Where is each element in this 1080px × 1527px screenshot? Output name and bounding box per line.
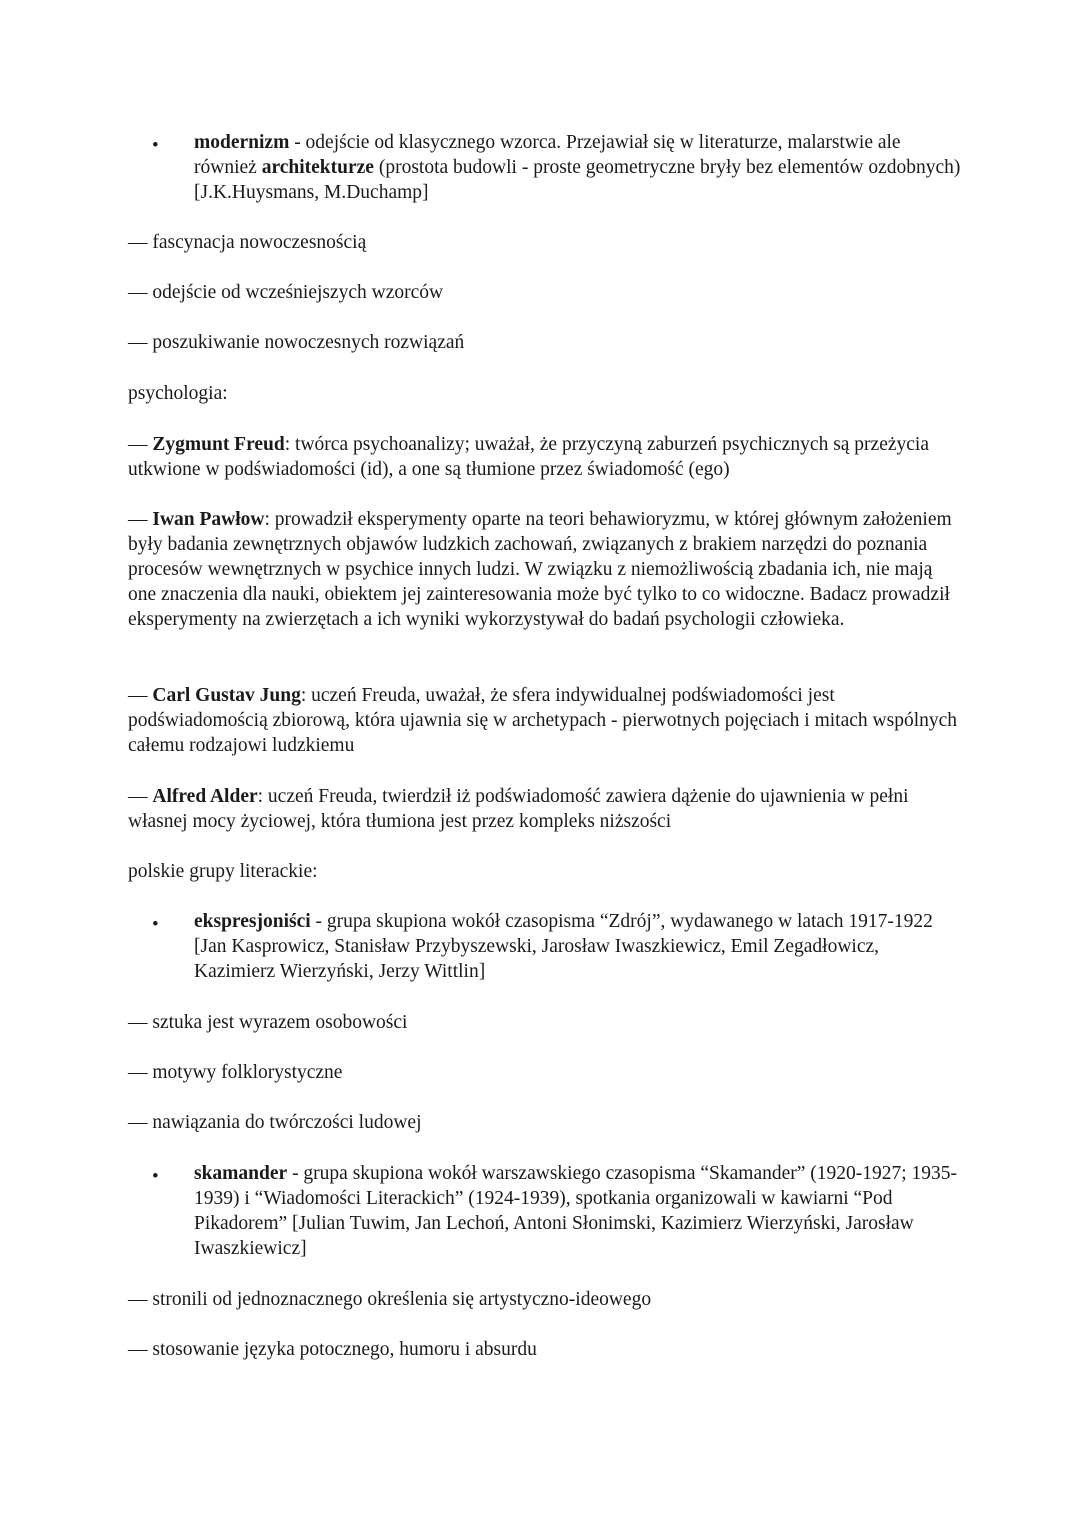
modernizm-feature: — fascynacja nowoczesnością <box>128 232 367 253</box>
modernizm-text-2: (prostota budowli - proste geometryczne bryły bez elementów ozdobnych) [J.K.Huysmans, M.Duchamp] <box>194 157 961 203</box>
groups-heading: polskie grupy literackie: <box>128 861 318 882</box>
modernizm-text-1: - odejście od klasycznego wzorca. Przejawiał się w literaturze, malarstwie ale również <box>194 132 901 178</box>
term-skamander: skamander <box>194 1163 288 1184</box>
psychologist-name: Alfred Alder <box>152 786 258 807</box>
bullet-icon: • <box>152 914 159 935</box>
ekspresjonisci-paragraph <box>194 909 964 984</box>
psychologist-description: : twórca psychoanalizy; uważał, że przyczyną zaburzeń psychicznych są przeżycia utkwione w podświadomości (id), a one są tłumione przez świadomość (ego) <box>128 434 929 480</box>
skamander-feature: — stronili od jednoznacznego określenia się artystyczno-ideowego <box>128 1289 652 1310</box>
modernizm-paragraph <box>194 130 964 205</box>
skamander-feature: — stosowanie języka potocznego, humoru i absurdu <box>128 1339 537 1360</box>
bullet-icon: • <box>152 135 159 156</box>
psychologist-description: : prowadził eksperymenty oparte na teori behawioryzmu, w której głównym założeniem były badania zewnętrznych objawów ludzkich zachowań, związanych z brakiem narzędzi do poznania procesów wewnętrznych w psychice innych ludzi. W związku z niemożliwością zbadania ich, nie mają one znaczenia dla nauki, obiektem jej zainteresowania może być tylko to co widoczne. Badacz prowadził eksperymenty na zwierzętach a ich wyniki wykorzystywał do badań psychologii człowieka. <box>128 509 952 630</box>
dash: — <box>128 786 153 807</box>
dash: — <box>128 509 153 530</box>
ekspresjonisci-feature: — sztuka jest wyrazem osobowości <box>128 1012 408 1033</box>
psychologist-alder <box>128 784 958 834</box>
term-architekturze: architekturze <box>261 157 374 178</box>
term-ekspresjonisci: ekspresjoniści <box>194 911 311 932</box>
psychologist-freud <box>128 432 958 482</box>
psychologist-pawlow <box>128 507 958 632</box>
psychologist-jung <box>128 683 958 758</box>
psychologist-description: : uczeń Freuda, uważał, że sfera indywidualnej podświadomości jest podświadomością zbiorową, która ujawnia się w archetypach - pierwotnych pojęciach i mitach wspólnych całemu rodzajowi ludzkiemu <box>128 685 958 756</box>
skamander-text: - grupa skupiona wokół warszawskiego czasopisma “Skamander” (1920-1927; 1935-1939) i “Wiadomości Literackich” (1924-1939), spotkania organizowali w kawiarni “Pod Pikadorem” [Julian Tuwim, Jan Lechoń, Antoni Słonimski, Kazimierz Wierzyński, Jarosław Iwaszkiewicz] <box>194 1163 958 1259</box>
psychologist-name: Zygmunt Freud <box>152 434 285 455</box>
term-modernizm: modernizm <box>194 132 290 153</box>
modernizm-feature: — poszukiwanie nowoczesnych rozwiązań <box>128 332 465 353</box>
ekspresjonisci-feature: — nawiązania do twórczości ludowej <box>128 1112 422 1133</box>
psychologist-name: Iwan Pawłow <box>152 509 265 530</box>
psychologist-name: Carl Gustav Jung <box>152 685 301 706</box>
dash: — <box>128 434 153 455</box>
modernizm-feature: — odejście od wcześniejszych wzorców <box>128 282 444 303</box>
psychologia-heading: psychologia: <box>128 383 228 404</box>
ekspresjonisci-text: - grupa skupiona wokół czasopisma “Zdrój”, wydawanego w latach 1917-1922 [Jan Kasprowicz, Stanisław Przybyszewski, Jarosław Iwaszkiewicz, Emil Zegadłowicz, Kazimierz Wierzyński, Jerzy Wittlin] <box>194 911 933 982</box>
dash: — <box>128 685 153 706</box>
skamander-paragraph <box>194 1161 964 1261</box>
bullet-icon: • <box>152 1166 159 1187</box>
ekspresjonisci-feature: — motywy folklorystyczne <box>128 1062 343 1083</box>
psychologist-description: : uczeń Freuda, twierdził iż podświadomość zawiera dążenie do ujawnienia w pełni własnej mocy życiowej, która tłumiona jest przez kompleks niższości <box>128 786 909 832</box>
